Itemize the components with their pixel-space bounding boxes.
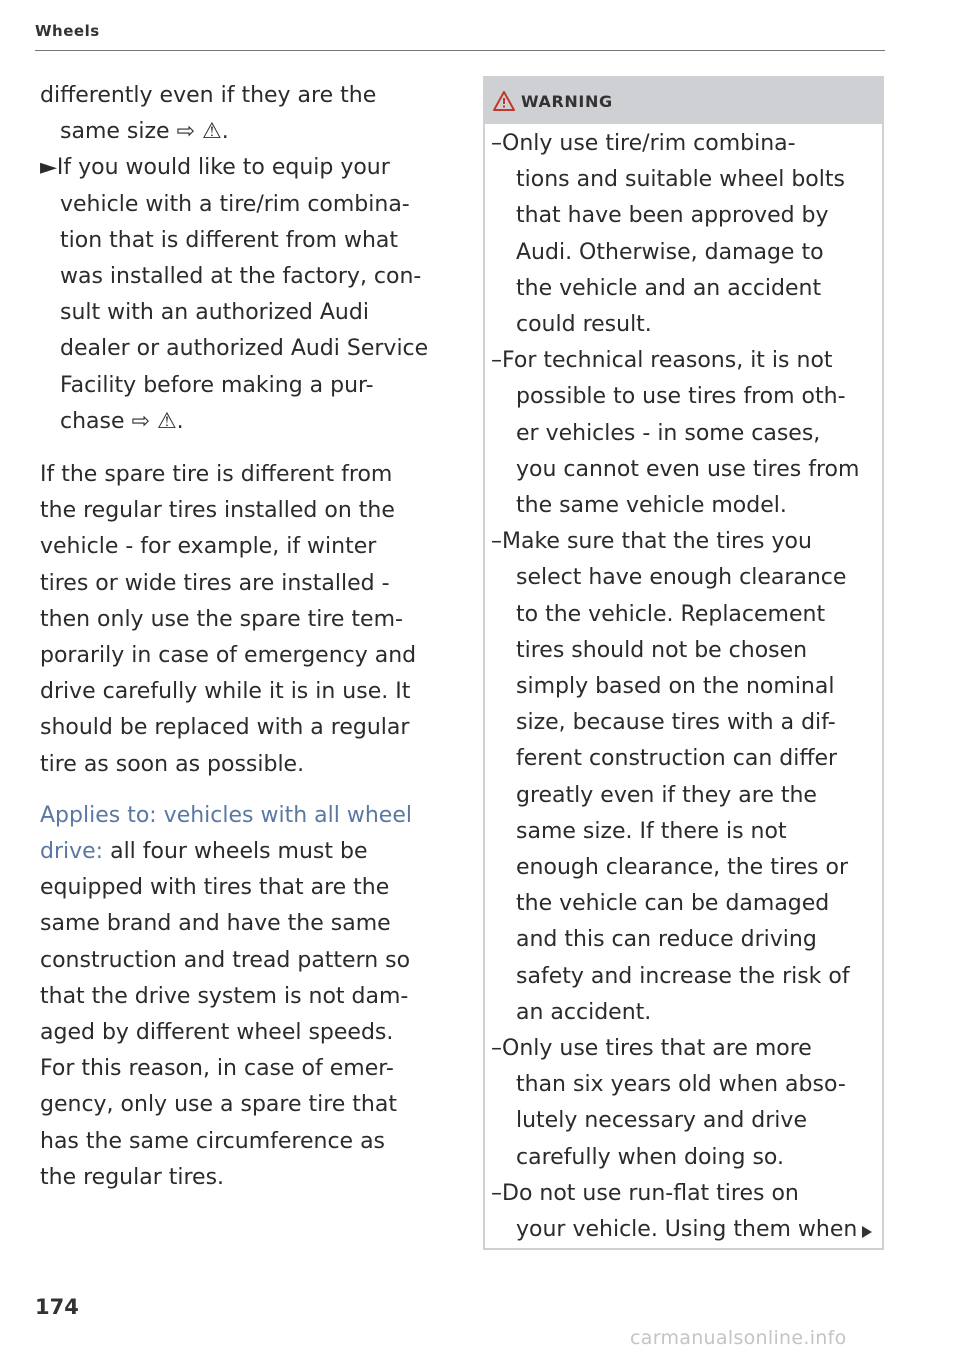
warning-line: ferent construction can differ: [516, 746, 838, 772]
warning-line: er vehicles - in some cases,: [516, 420, 821, 446]
text-line: drive carefully while it is in use. It: [40, 679, 411, 705]
warning-line: could result.: [516, 312, 652, 338]
warning-line: –Only use tires that are more: [491, 1036, 812, 1062]
warning-line: to the vehicle. Replacement: [516, 601, 826, 627]
paragraph-gap: [40, 440, 460, 457]
text-line: equipped with tires that are the: [40, 875, 390, 901]
warning-line: Audi. Otherwise, damage to: [516, 239, 824, 265]
warning-header: [485, 78, 882, 124]
text-line: gency, only use a spare tire that: [40, 1092, 397, 1118]
text-line: same brand and have the same: [40, 911, 391, 937]
text-line: that the drive system is not dam-: [40, 983, 409, 1009]
page-number: 174: [35, 1295, 79, 1319]
warning-line: same size. If there is not: [516, 818, 787, 844]
text-line: same size ⇨ ⚠.: [60, 119, 229, 145]
warning-line: –Do not use run-flat tires on: [491, 1180, 799, 1206]
warning-line: the vehicle can be damaged: [516, 891, 830, 917]
warning-line: tires should not be chosen: [516, 637, 808, 663]
watermark: carmanualsonline.info: [630, 1327, 847, 1349]
text-line: vehicle with a tire/rim combina-: [60, 191, 410, 217]
warning-box: [483, 76, 884, 1250]
text-line: sult with an authorized Audi: [60, 300, 369, 326]
warning-line: greatly even if they are the: [516, 782, 817, 808]
text-line: the regular tires.: [40, 1164, 225, 1190]
section-header: Wheels: [35, 22, 100, 40]
text-line: has the same circumference as: [40, 1128, 386, 1154]
applies-to-label: Applies to: vehicles with all wheel: [40, 802, 412, 828]
paragraph-gap: [40, 783, 460, 798]
text-line: dealer or authorized Audi Service: [60, 336, 429, 362]
text-line: chase ⇨ ⚠.: [60, 408, 184, 434]
text-line: should be replaced with a regular: [40, 715, 410, 741]
warning-line: enough clearance, the tires or: [516, 855, 848, 881]
warning-line: tions and suitable wheel bolts: [516, 167, 845, 193]
warning-line: an accident.: [516, 999, 652, 1025]
warning-line: the same vehicle model.: [516, 493, 787, 519]
applies-to-label-end: drive:: [40, 839, 104, 865]
text-line: Facility before making a pur-: [60, 372, 374, 398]
warning-line: –For technical reasons, it is not: [491, 348, 833, 374]
warning-line: your vehicle. Using them when: [516, 1217, 858, 1243]
warning-triangle-icon: [493, 91, 515, 111]
text-line: differently even if they are the: [40, 83, 377, 108]
text-line: aged by different wheel speeds.: [40, 1020, 394, 1046]
warning-line: select have enough clearance: [516, 565, 847, 591]
warning-line: –Only use tire/rim combina-: [491, 131, 796, 156]
text-line: was installed at the factory, con-: [60, 264, 422, 290]
warning-line: lutely necessary and drive: [516, 1108, 807, 1134]
warning-line: simply based on the nominal: [516, 674, 835, 700]
text-line: vehicle - for example, if winter: [40, 534, 377, 560]
warning-line: carefully when doing so.: [516, 1144, 784, 1170]
text-line: If the spare tire is different from: [40, 462, 393, 488]
warning-title: WARNING: [521, 91, 613, 111]
warning-line: safety and increase the risk of: [516, 963, 850, 989]
warning-line: than six years old when abso-: [516, 1072, 846, 1098]
warning-body: [485, 124, 882, 1248]
text-line: tire as soon as possible.: [40, 751, 305, 777]
text-line: then only use the spare tire tem-: [40, 606, 403, 632]
warning-line: possible to use tires from oth-: [516, 384, 846, 410]
continue-arrow-icon: [862, 1226, 872, 1238]
text-span: all four wheels must be: [103, 839, 368, 865]
bullet-line: ►If you would like to equip your: [40, 155, 390, 181]
warning-line: you cannot even use tires from: [516, 456, 860, 482]
warning-line: that have been approved by: [516, 203, 829, 229]
text-line: construction and tread pattern so: [40, 947, 411, 973]
warning-line: the vehicle and an accident: [516, 275, 822, 301]
left-column: [40, 78, 460, 1196]
text-line: For this reason, in case of emer-: [40, 1056, 394, 1082]
text-line: tion that is different from what: [60, 227, 399, 253]
text-line: porarily in case of emergency and: [40, 643, 417, 669]
warning-line: and this can reduce driving: [516, 927, 817, 953]
text-line: tires or wide tires are installed -: [40, 570, 390, 596]
text-line: the regular tires installed on the: [40, 498, 395, 524]
warning-line: –Make sure that the tires you: [491, 529, 812, 555]
warning-line: size, because tires with a dif-: [516, 710, 836, 736]
text-line: [40, 834, 460, 870]
header-divider: [35, 50, 885, 51]
